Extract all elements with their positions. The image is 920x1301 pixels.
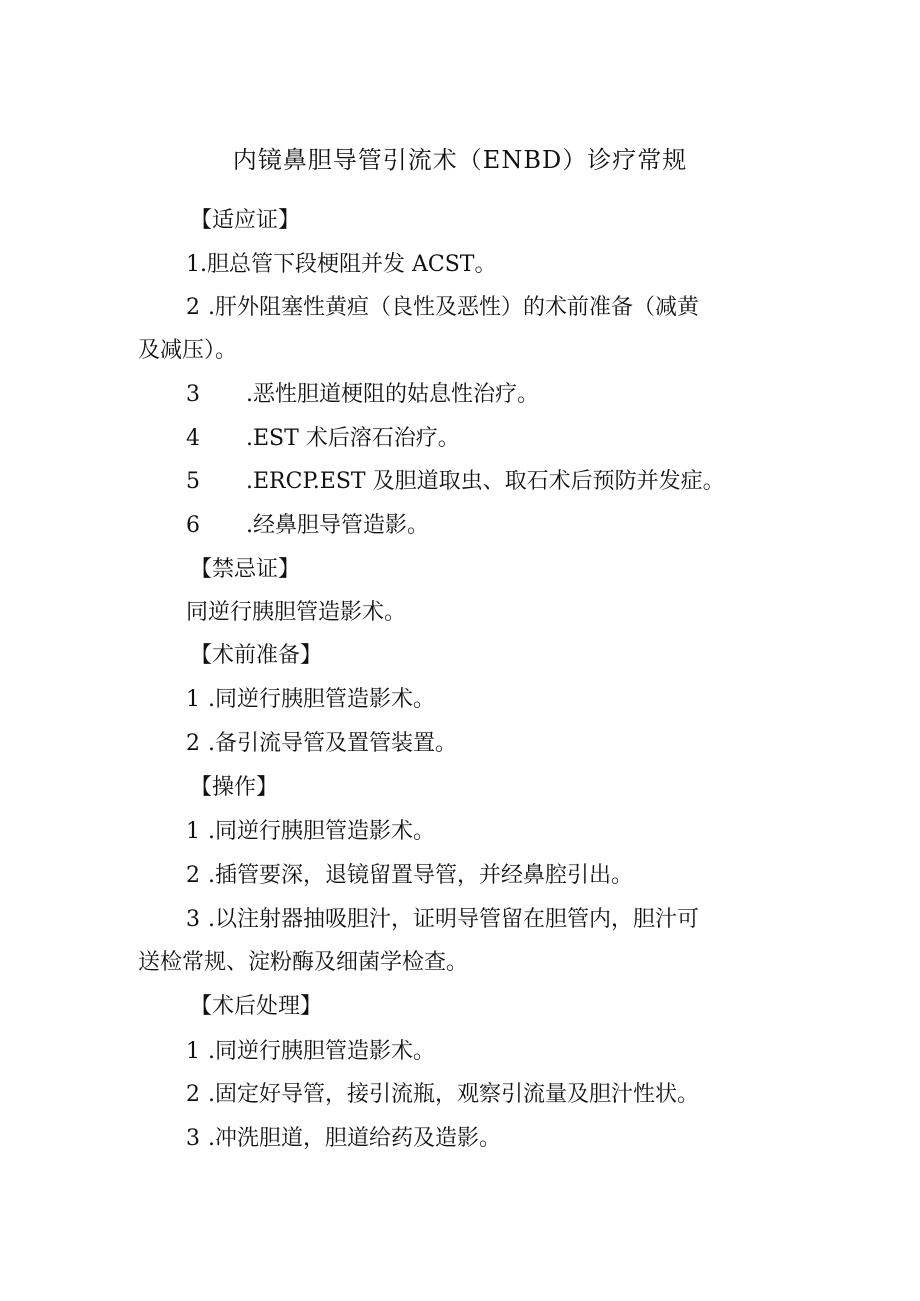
item-number: 3	[186, 382, 200, 407]
item-number: 1	[186, 819, 200, 844]
list-item	[186, 905, 699, 935]
list-item	[186, 293, 699, 323]
list-item	[186, 380, 539, 410]
section-heading-indications: 【适应证】	[190, 208, 301, 233]
item-text: .以注射器抽吸胆汁，证明导管留在胆管内，胆汁可	[208, 907, 699, 932]
item-number: 2	[186, 731, 200, 756]
section-body: 同逆行胰胆管造影术。	[186, 600, 407, 625]
item-text: .同逆行胰胆管造影术。	[208, 687, 435, 712]
item-number: 2	[186, 295, 200, 320]
item-text: .同逆行胰胆管造影术。	[208, 819, 435, 844]
list-item	[186, 685, 435, 715]
item-text: .插管要深，退镜留置导管，并经鼻腔引出。	[208, 863, 633, 888]
list-item	[186, 511, 429, 541]
item-text: .冲洗胆道，胆道给药及造影。	[208, 1126, 501, 1151]
item-number: 6	[186, 513, 200, 538]
item-text: .固定好导管，接引流瓶，观察引流量及胆汁性状。	[208, 1082, 699, 1107]
section-heading-procedure: 【操作】	[190, 775, 279, 800]
item-number: 1	[186, 1039, 200, 1064]
item-number: 1	[186, 687, 200, 712]
list-item	[186, 861, 633, 891]
item-text: .肝外阻塞性黄疸（良性及恶性）的术前准备（减黄	[208, 295, 699, 320]
item-number: 5	[186, 469, 200, 494]
item-continuation: 及减压）。	[138, 338, 238, 363]
section-heading-preparation: 【术前准备】	[190, 643, 323, 668]
item-number: 3	[186, 907, 200, 932]
list-item	[186, 467, 725, 497]
item-number: 3	[186, 1126, 200, 1151]
item-continuation: 送检常规、淀粉酶及细菌学检查。	[138, 950, 469, 975]
document-title: 内镜鼻胆导管引流术（ENBD）诊疗常规	[232, 146, 688, 174]
item-text: .胆总管下段梗阻并发 ACST。	[200, 252, 497, 277]
item-text: .备引流导管及置管装置。	[208, 731, 457, 756]
item-number: 2	[186, 863, 200, 888]
item-text: .同逆行胰胆管造影术。	[208, 1039, 435, 1064]
item-text: .EST 术后溶石治疗。	[246, 426, 460, 451]
item-text: .恶性胆道梗阻的姑息性治疗。	[246, 382, 539, 407]
list-item	[186, 1037, 435, 1067]
section-heading-contraindications: 【禁忌证】	[190, 557, 301, 582]
list-item	[186, 729, 457, 759]
section-heading-aftercare: 【术后处理】	[190, 994, 323, 1019]
item-text: .ERCP.EST 及胆道取虫、取石术后预防并发症。	[246, 469, 725, 494]
list-item	[186, 424, 460, 454]
list-item	[186, 817, 435, 847]
list-item	[186, 1124, 501, 1154]
item-text: .经鼻胆导管造影。	[246, 513, 429, 538]
item-number: 1	[186, 252, 200, 277]
item-number: 4	[186, 426, 200, 451]
list-item	[186, 1080, 699, 1110]
list-item	[186, 250, 496, 280]
item-number: 2	[186, 1082, 200, 1107]
